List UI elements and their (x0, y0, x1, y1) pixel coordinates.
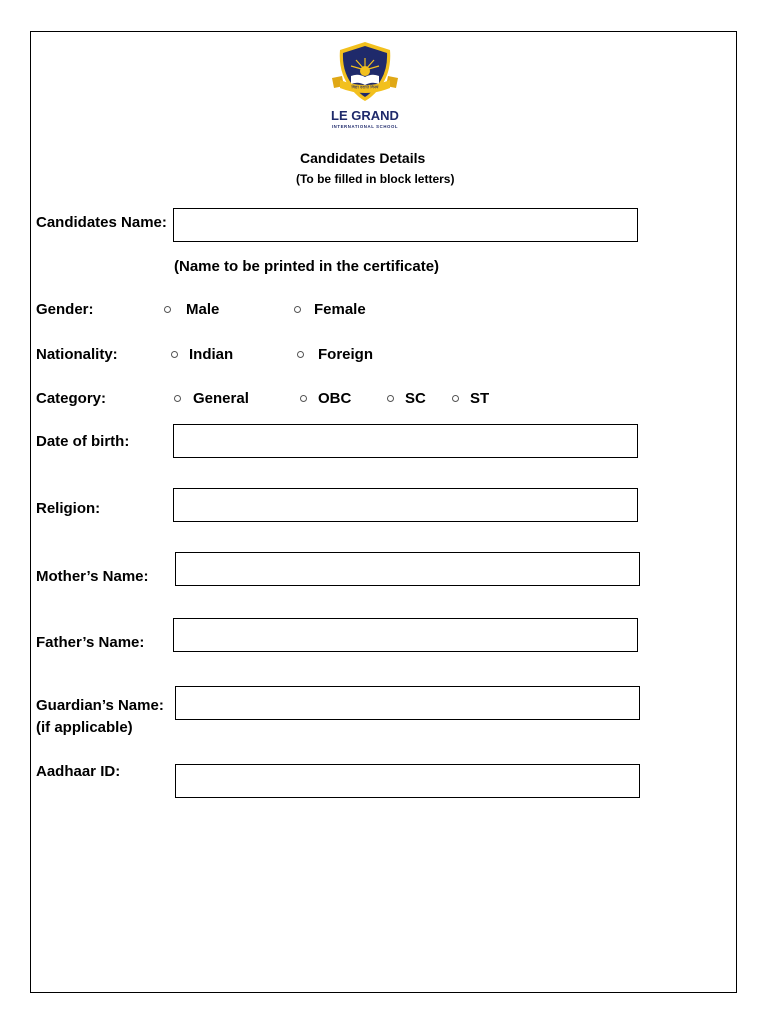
guardian-name-label: Guardian’s Name: (36, 697, 164, 714)
gender-female-label: Female (314, 301, 366, 318)
school-crest-icon (318, 40, 412, 132)
candidate-name-field[interactable] (173, 208, 638, 242)
logo-tagline: INTERNATIONAL SCHOOL (331, 124, 399, 129)
gender-male-radio[interactable] (164, 306, 171, 313)
dob-field[interactable] (173, 424, 638, 458)
category-st-radio[interactable] (452, 395, 459, 402)
religion-field[interactable] (173, 488, 638, 522)
school-logo (318, 40, 412, 132)
nationality-indian-radio[interactable] (171, 351, 178, 358)
gender-label: Gender: (36, 301, 94, 318)
aadhaar-field[interactable] (175, 764, 640, 798)
category-obc-label: OBC (318, 390, 352, 407)
nationality-label: Nationality: (36, 346, 118, 363)
guardian-name-sub: (if applicable) (36, 719, 133, 736)
father-name-label: Father’s Name: (36, 634, 145, 651)
nationality-indian-label: Indian (189, 346, 234, 363)
candidate-name-label: Candidates Name: (36, 214, 167, 231)
gender-male-label: Male (186, 301, 220, 318)
category-sc-radio[interactable] (387, 395, 394, 402)
nationality-foreign-radio[interactable] (297, 351, 304, 358)
mother-name-label: Mother’s Name: (36, 568, 149, 585)
aadhaar-label: Aadhaar ID: (36, 763, 121, 780)
category-sc-label: SC (405, 390, 426, 407)
guardian-name-field[interactable] (175, 686, 640, 720)
category-obc-radio[interactable] (300, 395, 307, 402)
candidate-name-note: (Name to be printed in the certificate) (174, 258, 440, 275)
nationality-foreign-label: Foreign (318, 346, 373, 363)
page-subtitle: (To be filled in block letters) (296, 172, 455, 186)
mother-name-field[interactable] (175, 552, 640, 586)
dob-label: Date of birth: (36, 433, 130, 450)
father-name-field[interactable] (173, 618, 638, 652)
religion-label: Religion: (36, 500, 101, 517)
logo-motto: विद्या ददाति विनयं (351, 84, 379, 90)
page-title: Candidates Details (300, 150, 426, 166)
logo-brand: LE GRAND (331, 108, 399, 123)
category-general-label: General (193, 390, 249, 407)
category-general-radio[interactable] (174, 395, 181, 402)
gender-female-radio[interactable] (294, 306, 301, 313)
category-label: Category: (36, 390, 107, 407)
category-st-label: ST (470, 390, 490, 407)
